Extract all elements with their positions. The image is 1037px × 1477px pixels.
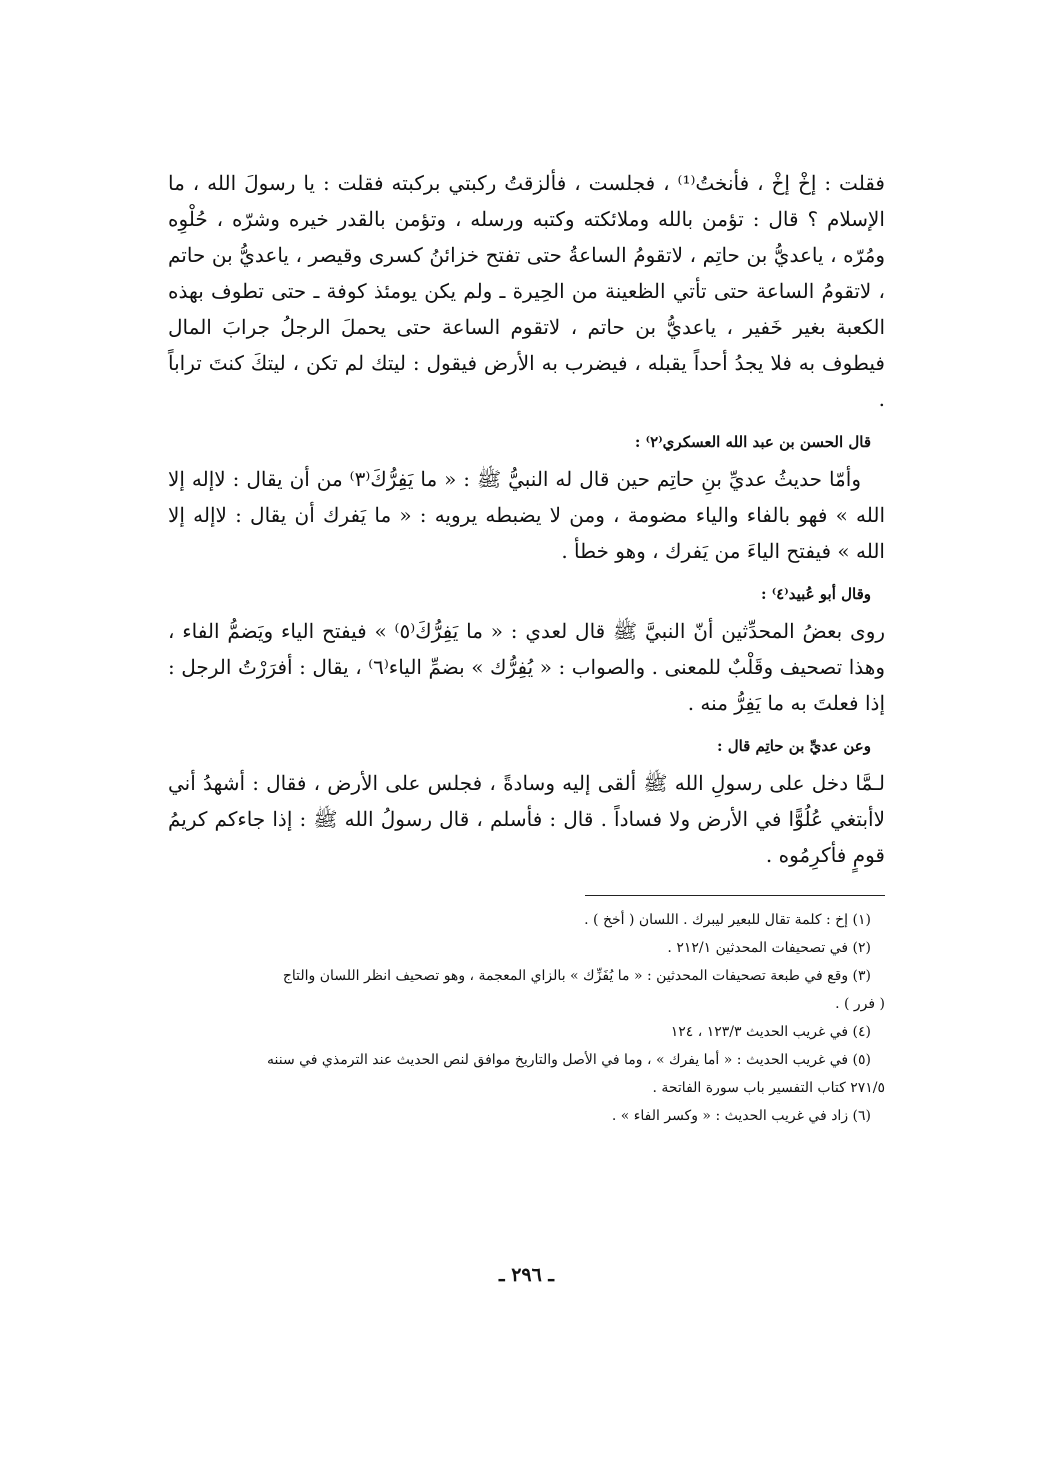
section-abu-ubaid <box>168 581 885 721</box>
section-heading-abu-ubaid: وقال أبو عُبيد⁽٤⁾ : <box>760 585 871 603</box>
footnote-divider <box>585 895 885 896</box>
section-heading-askari: قال الحسن بن عبد الله العسكري⁽٢⁾ : <box>634 433 871 451</box>
section-askari <box>168 429 885 569</box>
section-text-adi: لـمَّا دخل على رسولِ الله ﷺ ألقى إليه وسادةً ، فجلس على الأرض ، فقال : أشهدُ أني لاأبتغي عُلُوًّا في الأرض ولا فساداً . قال : فأسلم ، قال رسولُ الله ﷺ : إذا جاءكم كريمُ قومٍ فأكرِمُوه . <box>168 771 885 867</box>
section-text-askari: وأمّا حديثُ عديِّ بنِ حاتِم حين قال له النبيُّ ﷺ : « ما يَفِرُّكَ⁽٣⁾ من أن يقال : لاإله إلا الله » فهو بالفاء والياء مضومة ، ومن لا يضبطه يرويه : « ما يَفرك أن يقال : لاإله إلا الله » فيفتح الياءَ من يَفرك ، وهو خطأ . <box>168 467 885 563</box>
intro-paragraph: فقلت : إخْ إخْ ، فأنختُ⁽¹⁾ ، فجلست ، فألزقتُ ركبتي بركبته فقلت : يا رسولَ الله ، ما الإسلام ؟ قال : تؤمن بالله وملائكته وكتبه ورسله ، وتؤمن بالقدر خيره وشرّه ، حُلْوِه ومُرّه ، ياعديُّ بن حاتِم ، لاتقومُ الساعةُ حتى تفتح خزائنُ كسرى وقيصر ، ياعديُّ بن حاتم ، لاتقومُ الساعة حتى تأتي الظعينة من الحِيرة ـ ولم يكن يومئذ كوفة ـ حتى تطوف بهذه الكعبة بغير خَفير ، ياعديُّ بن حاتم ، لاتقوم الساعة حتى يحملَ الرجلُ جرابَ المال فيطوف به فلا يجدُ أحداً يقبله ، فيضرب به الأرض فيقول : ليتك لم تكن ، ليتكَ كنتَ تراباً . <box>168 171 885 411</box>
page-content <box>168 165 885 1130</box>
footnote-2: (٢) في تصحيفات المحدثين ٢١٢/١ . <box>667 940 871 956</box>
footnote-6: (٦) زاد في غريب الحديث : « وكسر الفاء » . <box>611 1108 871 1124</box>
footnotes <box>168 906 885 1130</box>
section-text-abu-ubaid: روى بعضُ المحدِّثين أنّ النبيَّ ﷺ قال لعدي : « ما يَفِرُّكَ⁽٥⁾ » فيفتح الياء ويَضمُّ الفاء ، وهذا تصحيف وقَلْبٌ للمعنى . والصواب : « يُفِرُّك » بضمِّ الياء⁽٦⁾ ، يقال : أفرَرْتُ الرجل : إذا فعلتَ به ما يَفِرُّ منه . <box>168 619 886 715</box>
footnote-5-continued: ٢٧١/٥ كتاب التفسير باب سورة الفاتحة . <box>652 1080 885 1096</box>
footnote-5: (٥) في غريب الحديث : « أما يفرك » ، وما في الأصل والتاريخ موافق لنص الحديث عند الترمذي في سننه <box>266 1052 871 1068</box>
section-adi <box>168 733 885 873</box>
footnote-3: (٣) وقع في طبعة تصحيفات المحدثين : « ما يُفَزِّك » بالزاي المعجمة ، وهو تصحيف انظر اللسان والتاج <box>282 968 871 984</box>
footnote-3-continued: ( فرر ) . <box>835 996 885 1012</box>
footnote-4: (٤) في غريب الحديث ١٢٣/٣ ، ١٢٤ <box>670 1024 871 1040</box>
footnote-1: (١) إخ : كلمة تقال للبعير ليبرك . اللسان ( أخخ ) . <box>584 912 871 928</box>
section-heading-adi: وعن عديِّ بن حاتِم قال : <box>716 737 871 755</box>
page-number: ـ ٢٩٦ ـ <box>499 1264 554 1286</box>
